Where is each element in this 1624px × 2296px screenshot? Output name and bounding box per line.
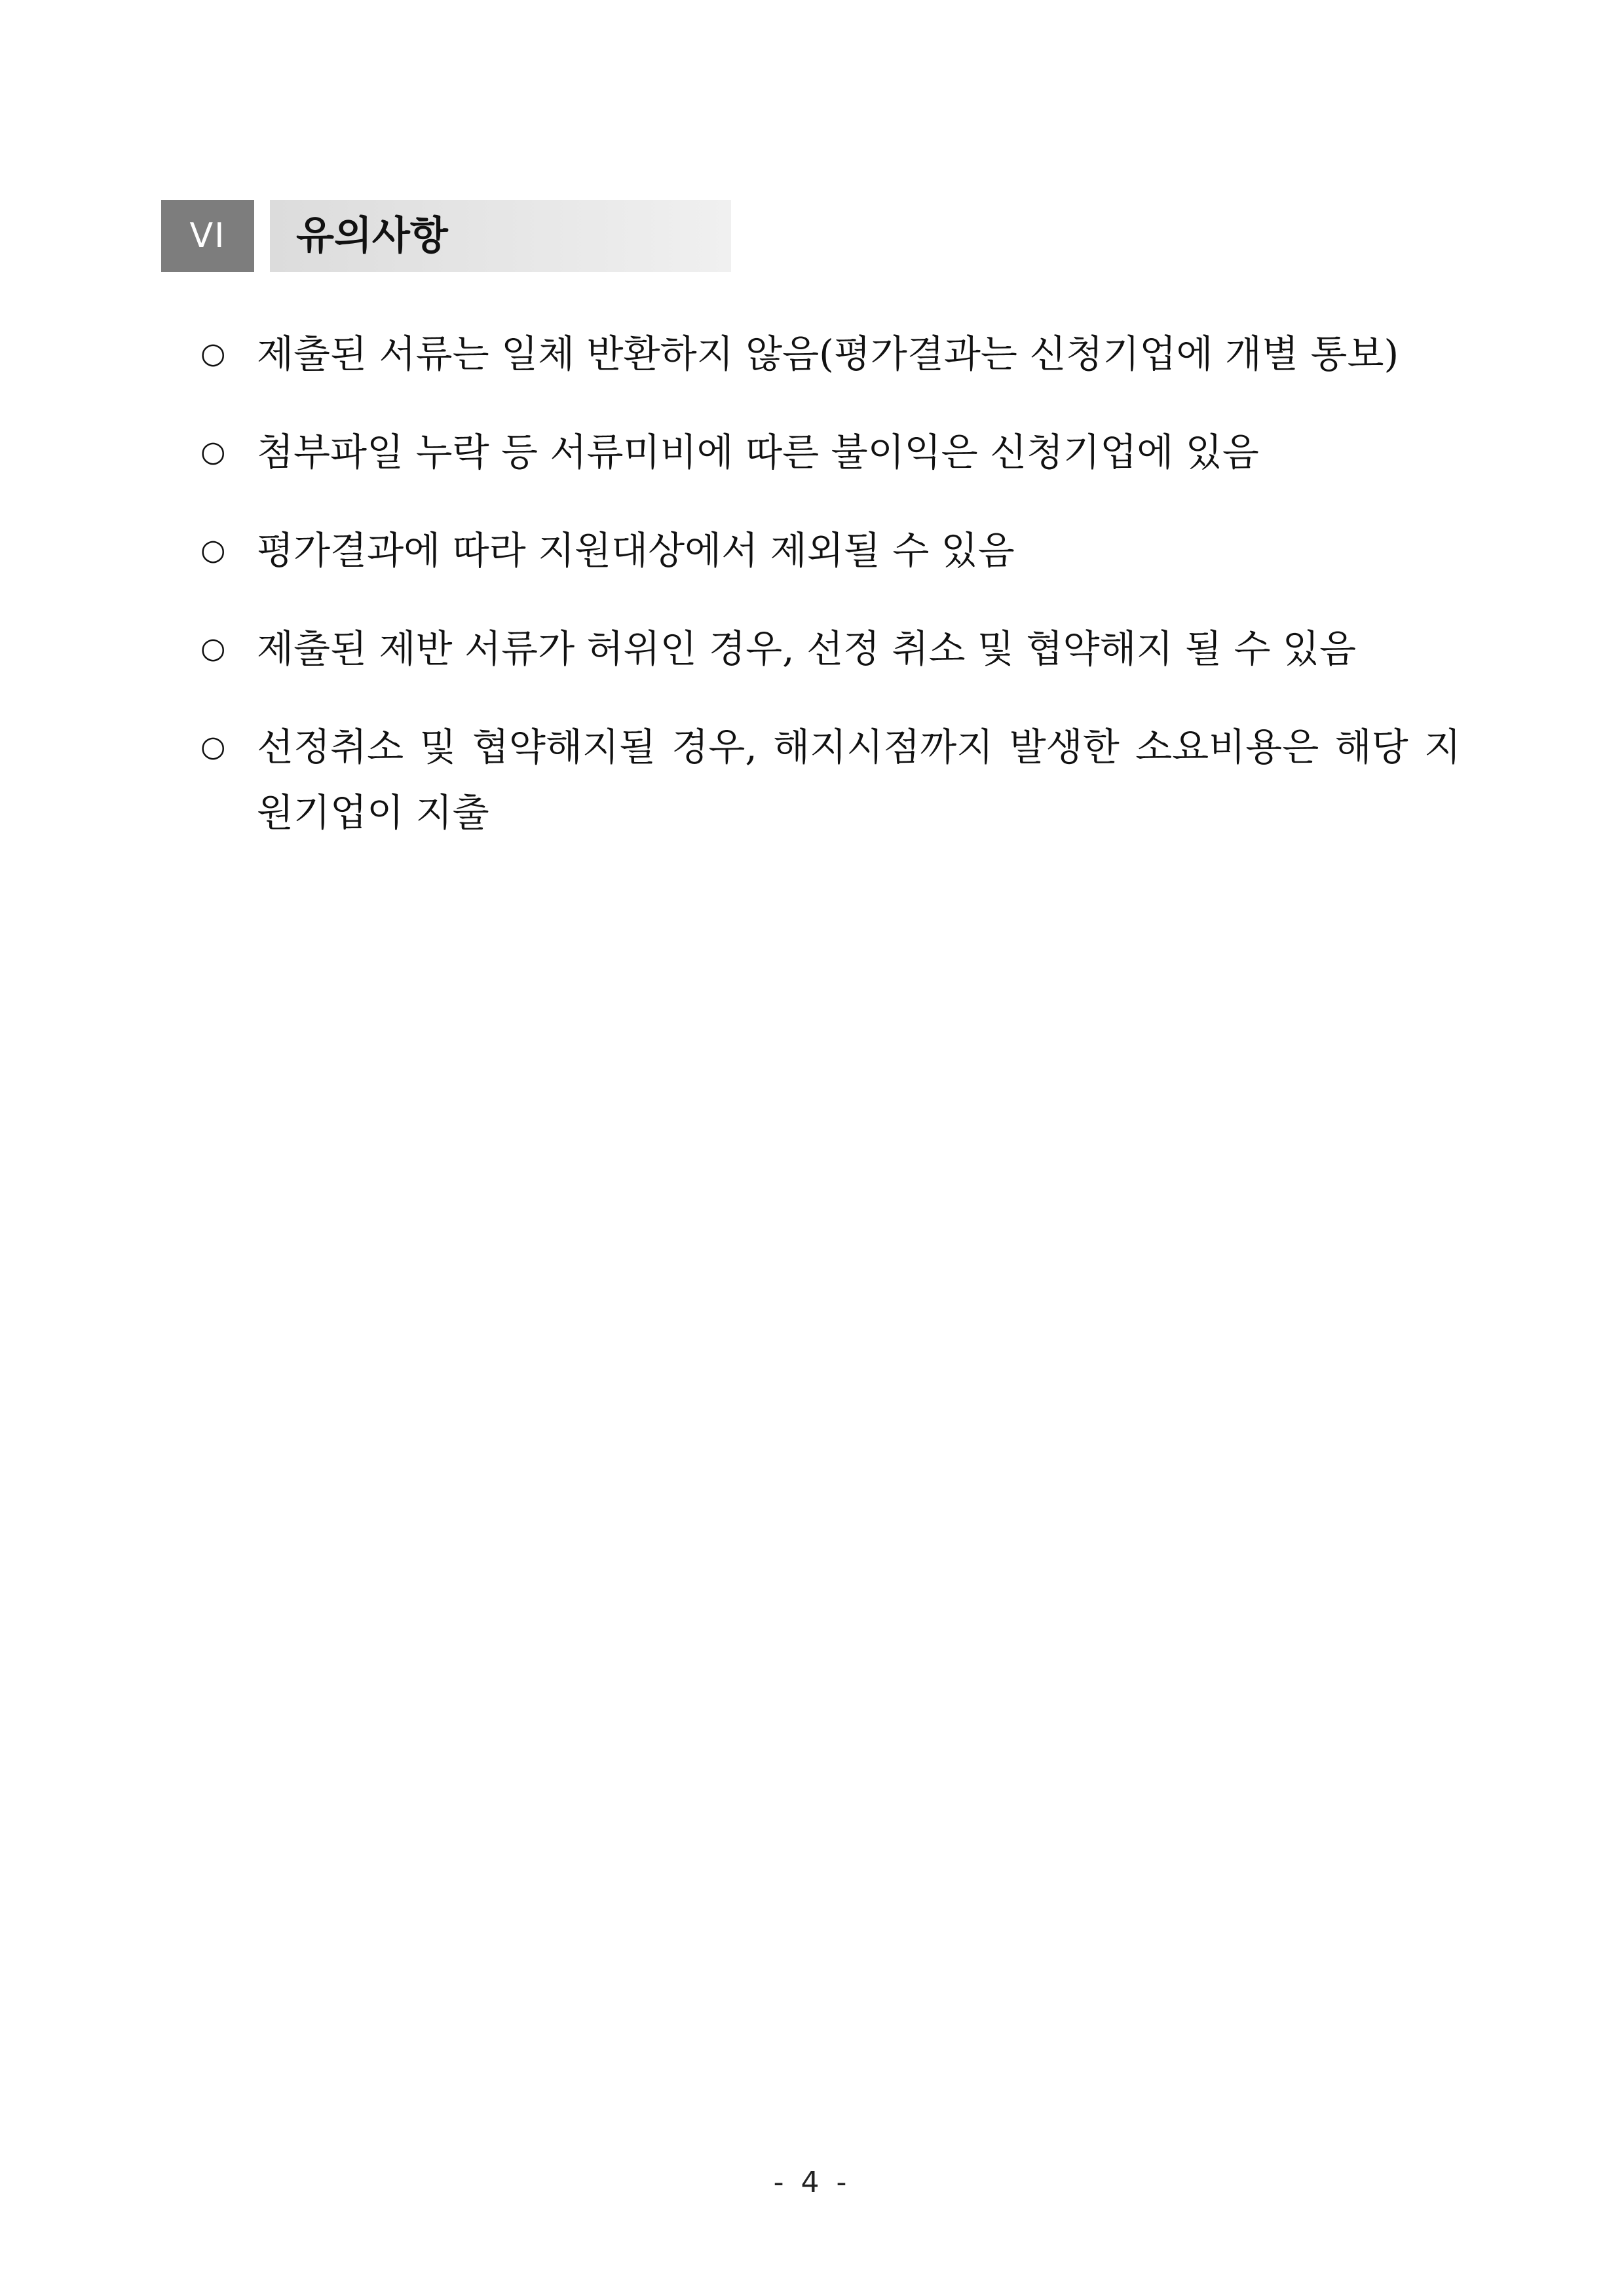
note-item <box>197 321 1461 387</box>
circle-bullet-icon: ○ <box>200 337 226 370</box>
circle-bullet-icon: ○ <box>200 730 226 763</box>
circle-bullet-icon: ○ <box>200 533 226 567</box>
note-item <box>197 714 1461 845</box>
note-text: 첨부파일 누락 등 서류미비에 따른 불이익은 신청기업에 있음 <box>257 430 1259 474</box>
note-text: 선정취소 및 협약해지될 경우, 해지시점까지 발생한 소요비용은 해당 지원기업이 지출 <box>257 725 1461 835</box>
note-item <box>197 616 1461 681</box>
circle-bullet-icon: ○ <box>200 632 226 665</box>
note-item <box>197 419 1461 485</box>
section-title-box <box>270 200 731 272</box>
note-item <box>197 518 1461 583</box>
section-header <box>161 200 731 272</box>
section-number: VI <box>161 200 254 272</box>
page-number: - 4 - <box>773 2166 851 2199</box>
note-text: 평가결과에 따라 지원대상에서 제외될 수 있음 <box>257 528 1015 573</box>
note-text: 제출된 제반 서류가 허위인 경우, 선정 취소 및 협약해지 될 수 있음 <box>257 626 1356 671</box>
section-title: 유의사항 <box>296 213 448 259</box>
note-text: 제출된 서류는 일체 반환하지 않음(평가결과는 신청기업에 개별 통보) <box>257 332 1399 376</box>
notes-list <box>197 321 1461 878</box>
circle-bullet-icon: ○ <box>200 435 226 469</box>
